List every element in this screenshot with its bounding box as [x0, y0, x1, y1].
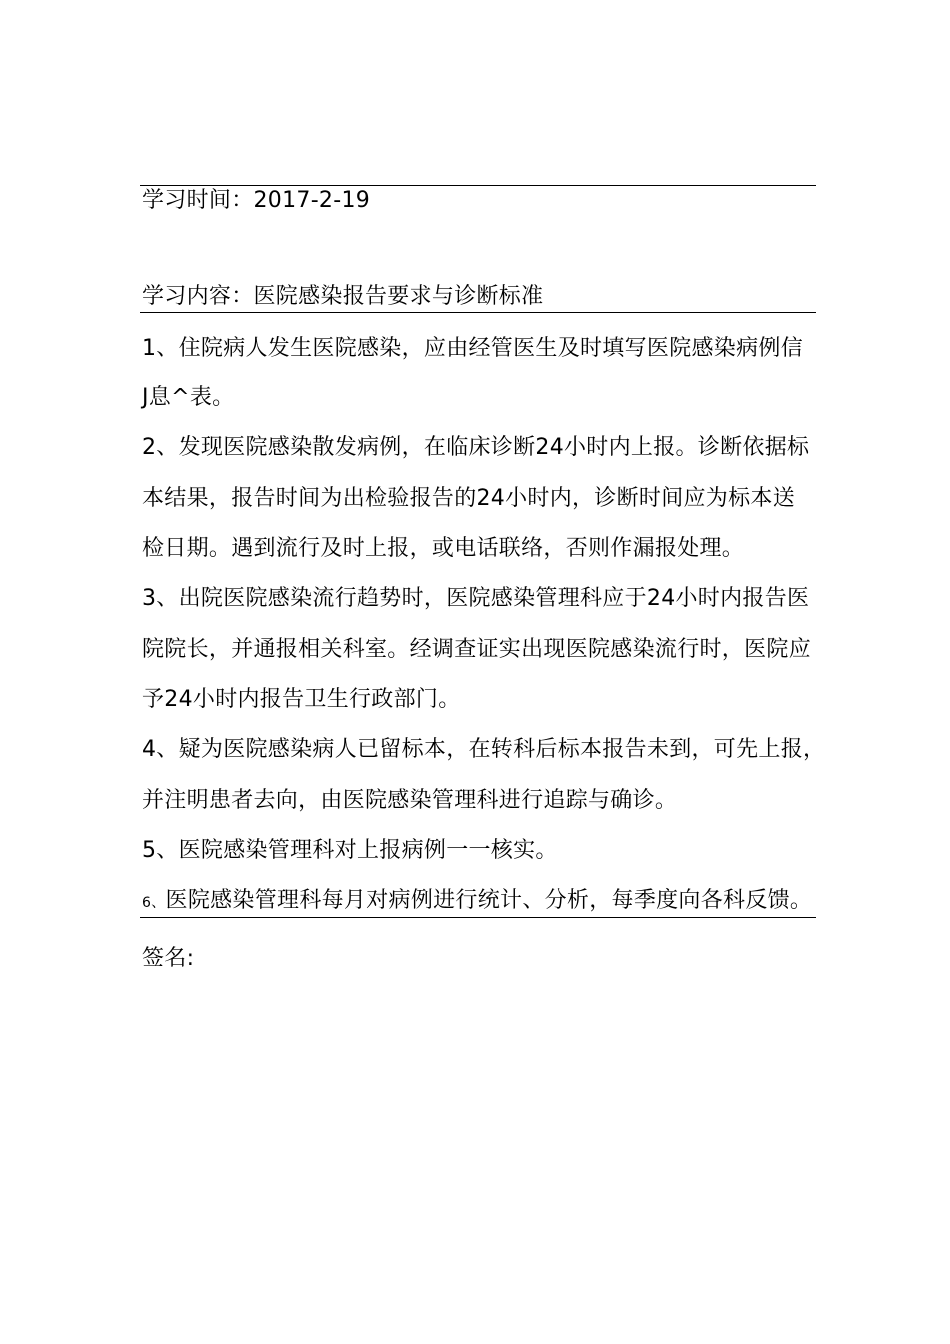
item-3-line-2: 院院长，并通报相关科室。经调查证实出现医院感染流行时，医院应	[142, 637, 812, 662]
item-2-line-3: 检日期。遇到流行及时上报，或电话联络，否则作漏报处理。	[142, 536, 745, 561]
item-3-line-1: 3、出院医院感染流行趋势时，医院感染管理科应于24小时内报告医	[142, 586, 810, 611]
item-3-line-3: 予24小时内报告卫生行政部门。	[142, 687, 461, 712]
item-2-line-1: 2、发现医院感染散发病例，在临床诊断24小时内上报。诊断依据标	[142, 435, 810, 460]
item-1-line-1: 1、住院病人发生医院感染，应由经管医生及时填写医院感染病例信	[142, 336, 803, 361]
study-content-title: 学习内容：医院感染报告要求与诊断标准	[142, 284, 544, 309]
item-6	[142, 886, 812, 918]
content-rule	[140, 312, 816, 313]
signature-label: 签名:	[142, 946, 195, 971]
item-6-number: 6、	[142, 895, 166, 911]
item-6-text: 医院感染管理科每月对病例进行统计、分析，每季度向各科反馈。	[165, 888, 813, 913]
item-1-line-2: J息^表。	[142, 385, 235, 410]
bottom-rule	[140, 917, 816, 918]
item-5-line-1: 5、医院感染管理科对上报病例一一核实。	[142, 838, 558, 863]
item-2-line-2: 本结果，报告时间为出检验报告的24小时内，诊断时间应为标本送	[142, 486, 795, 511]
study-time: 学习时间：2017-2-19	[142, 188, 371, 213]
item-4-line-1: 4、疑为医院感染病人已留标本，在转科后标本报告未到，可先上报，	[142, 737, 826, 762]
item-4-line-2: 并注明患者去向，由医院感染管理科进行追踪与确诊。	[142, 788, 678, 813]
